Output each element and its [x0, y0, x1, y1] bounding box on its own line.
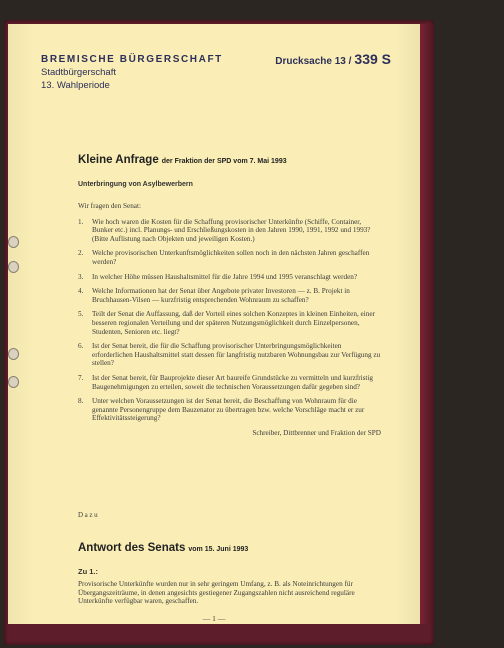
- organization-name: BREMISCHE BÜRGERSCHAFT: [41, 54, 223, 65]
- question-number: 1.: [78, 217, 84, 226]
- document-number-label: Drucksache 13 /: [275, 56, 352, 67]
- question-text: Welche Informationen hat der Senat über Angebote privater Investoren — z. B. Projekt in Bruchhausen-Vilsen — kurzfristig entsprechenden Wohnraum zu schaffen?: [92, 287, 350, 304]
- question-number: 3.: [78, 272, 84, 281]
- inquiry-title: [78, 150, 287, 168]
- question-number: 2.: [78, 249, 84, 258]
- binder-ring-icon: [8, 236, 19, 248]
- question-number: 6.: [78, 342, 84, 351]
- inquiry-body: [78, 202, 381, 437]
- question-text: Welche provisorischen Unterkunftsmöglichkeiten sollen noch in den nächsten Jahren geschaffen werden?: [92, 249, 370, 266]
- question-text: Teilt der Senat die Auffassung, daß der Vorteil eines solchen Konzeptes in kleinen Einheiten, einer besseren regionalen Verteilung und der späteren Nutzungsmöglichkeit durch Einzelpersonen, Studenten, Senioren etc. liegt?: [92, 310, 375, 336]
- question-number: 8.: [78, 397, 84, 406]
- letterhead: [41, 51, 391, 91]
- answer-title-main: Antwort des Senats: [78, 542, 186, 554]
- answer-title-suffix: vom 15. Juni 1993: [188, 546, 249, 553]
- question-number: 7.: [78, 373, 84, 382]
- question-item: [78, 249, 381, 266]
- inquiry-title-main: Kleine Anfrage: [78, 154, 159, 166]
- binder-ring-icon: [8, 376, 19, 388]
- document-page: [8, 24, 420, 624]
- binder-edge: [420, 24, 434, 624]
- dazu-label: Dazu: [78, 511, 100, 519]
- question-text: Ist der Senat bereit, die für die Schaffung provisorischer Unterbringungsmöglichkeiten erforderlichen Haushaltsmittel statt dessen für langfristig nutzbaren Wohnungsbau zur Verfügung zu stellen?: [92, 342, 381, 368]
- answer-title: [78, 538, 248, 556]
- question-text: Ist der Senat bereit, für Bauprojekte dieser Art baureife Grundstücke zu vermitteln und kurzfristig Baugenehmigungen zu erteilen, soweit die technischen Voraussetzungen dafür gegeben sind?: [92, 373, 374, 391]
- binder-ring-icon: [8, 261, 19, 273]
- question-text: Unter welchen Voraussetzungen ist der Senat bereit, die Beschaffung von Wohnraum für die genannte Personengruppe dem Bauzenator zu übertragen bzw. welche Vorschläge macht er zur Effektivitätssteigerung?: [92, 397, 365, 423]
- question-item: [78, 310, 381, 336]
- inquiry-subject: Unterbringung von Asylbewerbern: [78, 181, 193, 188]
- answer-section-label: Zu 1.:: [78, 567, 98, 576]
- answer-text: Provisorische Unterkünfte wurden nur in sehr geringem Umfang, z. B. als Noteinrichtungen für Übergangszeiträume, in denen angesichts gestiegener Zugangszahlen nicht ausreichend reguläre Unterkünfte verfügbar waren, geschaffen.: [78, 580, 355, 606]
- question-list: [78, 218, 381, 423]
- question-number: 5.: [78, 310, 84, 319]
- signature: Schreiber, Dittbrenner und Fraktion der SPD: [252, 428, 381, 437]
- document-number: [275, 51, 391, 67]
- question-item: [78, 218, 381, 244]
- question-item: [78, 273, 381, 282]
- binder-ring-icon: [8, 348, 19, 360]
- question-item: [78, 287, 381, 304]
- question-number: 4.: [78, 287, 84, 296]
- inquiry-title-suffix: der Fraktion der SPD vom 7. Mai 1993: [161, 158, 287, 165]
- question-text: In welcher Höhe müssen Haushaltsmittel für die Jahre 1994 und 1995 veranschlagt werden?: [92, 272, 358, 281]
- question-item: [78, 374, 381, 391]
- document-number-value: 339 S: [354, 51, 391, 67]
- question-text: Wie hoch waren die Kosten für die Schaffung provisorischer Unterkünfte (Schiffe, Container, Bunker etc.) incl. Planungs- und Erschließungskosten in den Jahren 1990, 1991, 1992 und 1993? (Bitte Auflistung nach Objekten und jeweiligen Kosten.): [92, 217, 371, 243]
- legislative-period: 13. Wahlperiode: [41, 80, 110, 91]
- question-item: [78, 397, 381, 423]
- inquiry-intro: Wir fragen den Senat:: [78, 202, 141, 210]
- page-number: — 1 —: [202, 614, 226, 623]
- chamber-name: Stadtbürgerschaft: [41, 67, 116, 78]
- question-item: [78, 342, 381, 368]
